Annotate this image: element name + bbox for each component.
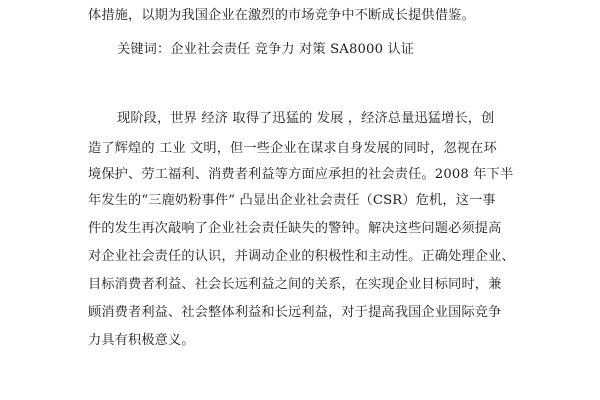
paragraph-line: 对企业社会责任的认识，并调动企业的积极性和主动性。正确处理企业、 — [88, 249, 515, 264]
paragraph-line: 年发生的“三鹿奶粉事件” 凸显出企业社会责任（CSR）危机，这一事 — [88, 193, 496, 208]
paragraph-line: 造了辉煌的 工业 文明，但一些企业在谋求自身发展的同时，忽视在环 — [88, 141, 497, 156]
paragraph-line: 件的发生再次敲响了企业社会责任缺失的警钟。解决这些问题必须提高 — [88, 221, 502, 236]
intro-text-line: 体措施，以期为我国企业在激烈的市场竞争中不断成长提供借鉴。 — [88, 8, 475, 23]
paragraph-line: 顾消费者利益、社会整体利益和长远利益，对于提高我国企业国际竞争 — [88, 305, 502, 320]
paragraph-line: 力具有积极意义。 — [88, 333, 195, 348]
paragraph-line: 境保护、劳工福利、消费者利益等方面应承担的社会责任。2008 年下半 — [88, 167, 514, 182]
paragraph-line: 目标消费者利益、社会长远利益之间的关系，在实现企业目标同时，兼 — [88, 277, 502, 292]
paragraph-line: 现阶段，世界 经济 取得了迅猛的 发展 ，经济总量迅猛增长，创 — [117, 111, 495, 126]
keywords-line: 关键词：企业社会责任 竞争力 对策 SA8000 认证 — [117, 42, 415, 57]
